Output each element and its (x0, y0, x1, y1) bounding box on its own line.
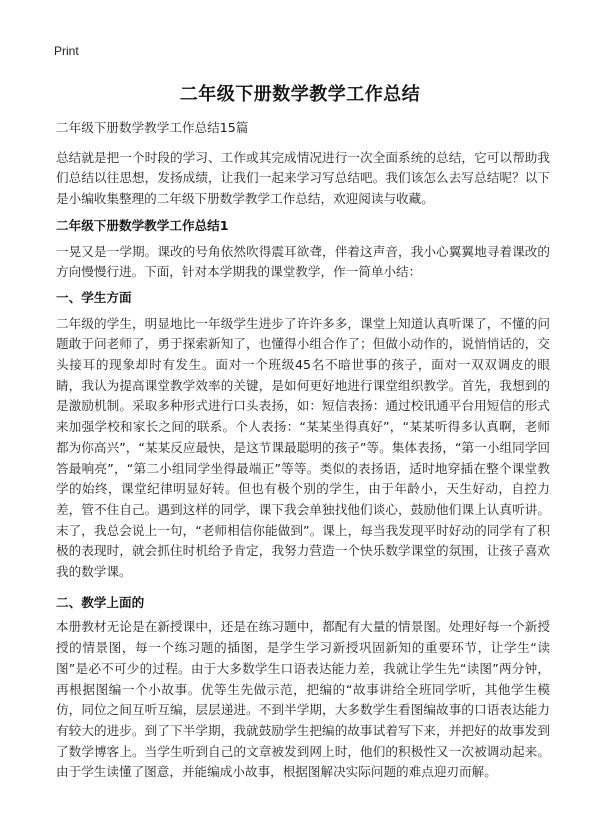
heading-teaching: 二、教学上面的 (56, 594, 145, 610)
heading-students: 一、学生方面 (56, 289, 132, 305)
teaching-paragraph: 本册教材无论是在新授课中，还是在练习题中，都配有大量的情景图。处理好每一个新授授的情景图，每一个练习题的插图，是学生学习新授巩固新知的重要环节，让学生“读图”是必不可少的过程。由于大多数学生口语表达能力差，我就让学生先“读图”两分钟，再根据图编一个小故事。优等生先做示范，把编的“故事讲给全班同学听，其他学生模仿，同位之间互听互编，层层递进。不到半学期，大多数学生看图编故事的口语表达能力有较大的进步。到了下半学期，我就鼓励学生把编的故事试着写下来，并把好的故事发到了数学博客上。当学生听到自己的文章被发到网上时，他们的积极性又一次被调动起来。由于学生读懂了图意，并能编成小故事，根据图解决实际问题的难点迎刃而解。 (56, 619, 550, 780)
opening-paragraph: 一晃又是一学期。课改的号角依然吹得震耳欲聋，伴着这声音，我小心翼翼地寻着课改的方向慢慢行进。下面，针对本学期我的课堂教学，作一简单小结： (56, 243, 550, 280)
students-paragraph: 二年级的学生，明显地比一年级学生进步了许许多多，课堂上知道认真听课了，不懂的问题敢于问老师了，勇于探索新知了，也懂得小组合作了；但做小动作的，说悄悄话的，交头接耳的现象却时有发生。面对一个班级45名不暗世事的孩子，面对一双双调皮的眼睛，我认为提高课堂教学效率的关键，是如何更好地进行课堂组织教学。首先，我想到的是激励机制。采取多种形式进行口头表扬，如：短信表扬：通过校讯通平台用短信的形式来加强学校和家长之间的联系。个人表扬：“某某坐得真好”，“某某听得多认真啊，老师都为你高兴”，“某某反应最快，是这节课最聪明的孩子”等。集体表扬，“第一小组同学回答最响亮”，“第二小组同学坐得最端正”等等。类似的表扬语，适时地穿插在整个课堂教学的始终，课堂纪律明显好转。但也有极个别的学生，由于年龄小，天生好动，自控力差，管不住自己。遇到这样的同学，课下我会单独找他们谈心，鼓励他们课上认真听讲。末了，我总会说上一句，“老师相信你能做到”。课上，每当我发现平时好动的同学有了积极的表现时，就会抓住时机给予肯定，我努力营造一个快乐数学课堂的氛围，让孩子喜欢我的数学课。 (56, 315, 550, 580)
section-title: 二年级下册数学教学工作总结1 (56, 217, 229, 233)
print-link[interactable]: Print (54, 44, 79, 58)
intro-paragraph: 总结就是把一个时段的学习、工作或其完成情况进行一次全面系统的总结，它可以帮助我们总结以往思想，发扬成绩，让我们一起来学习写总结吧。我们该怎么去写总结呢？以下是小编收集整理的二年级下册数学教学工作总结，欢迎阅读与收藏。 (56, 149, 550, 207)
document-subtitle: 二年级下册数学教学工作总结15篇 (56, 120, 249, 135)
document-body (56, 118, 550, 788)
page-title: 二年级下册数学教学工作总结 (179, 84, 421, 105)
